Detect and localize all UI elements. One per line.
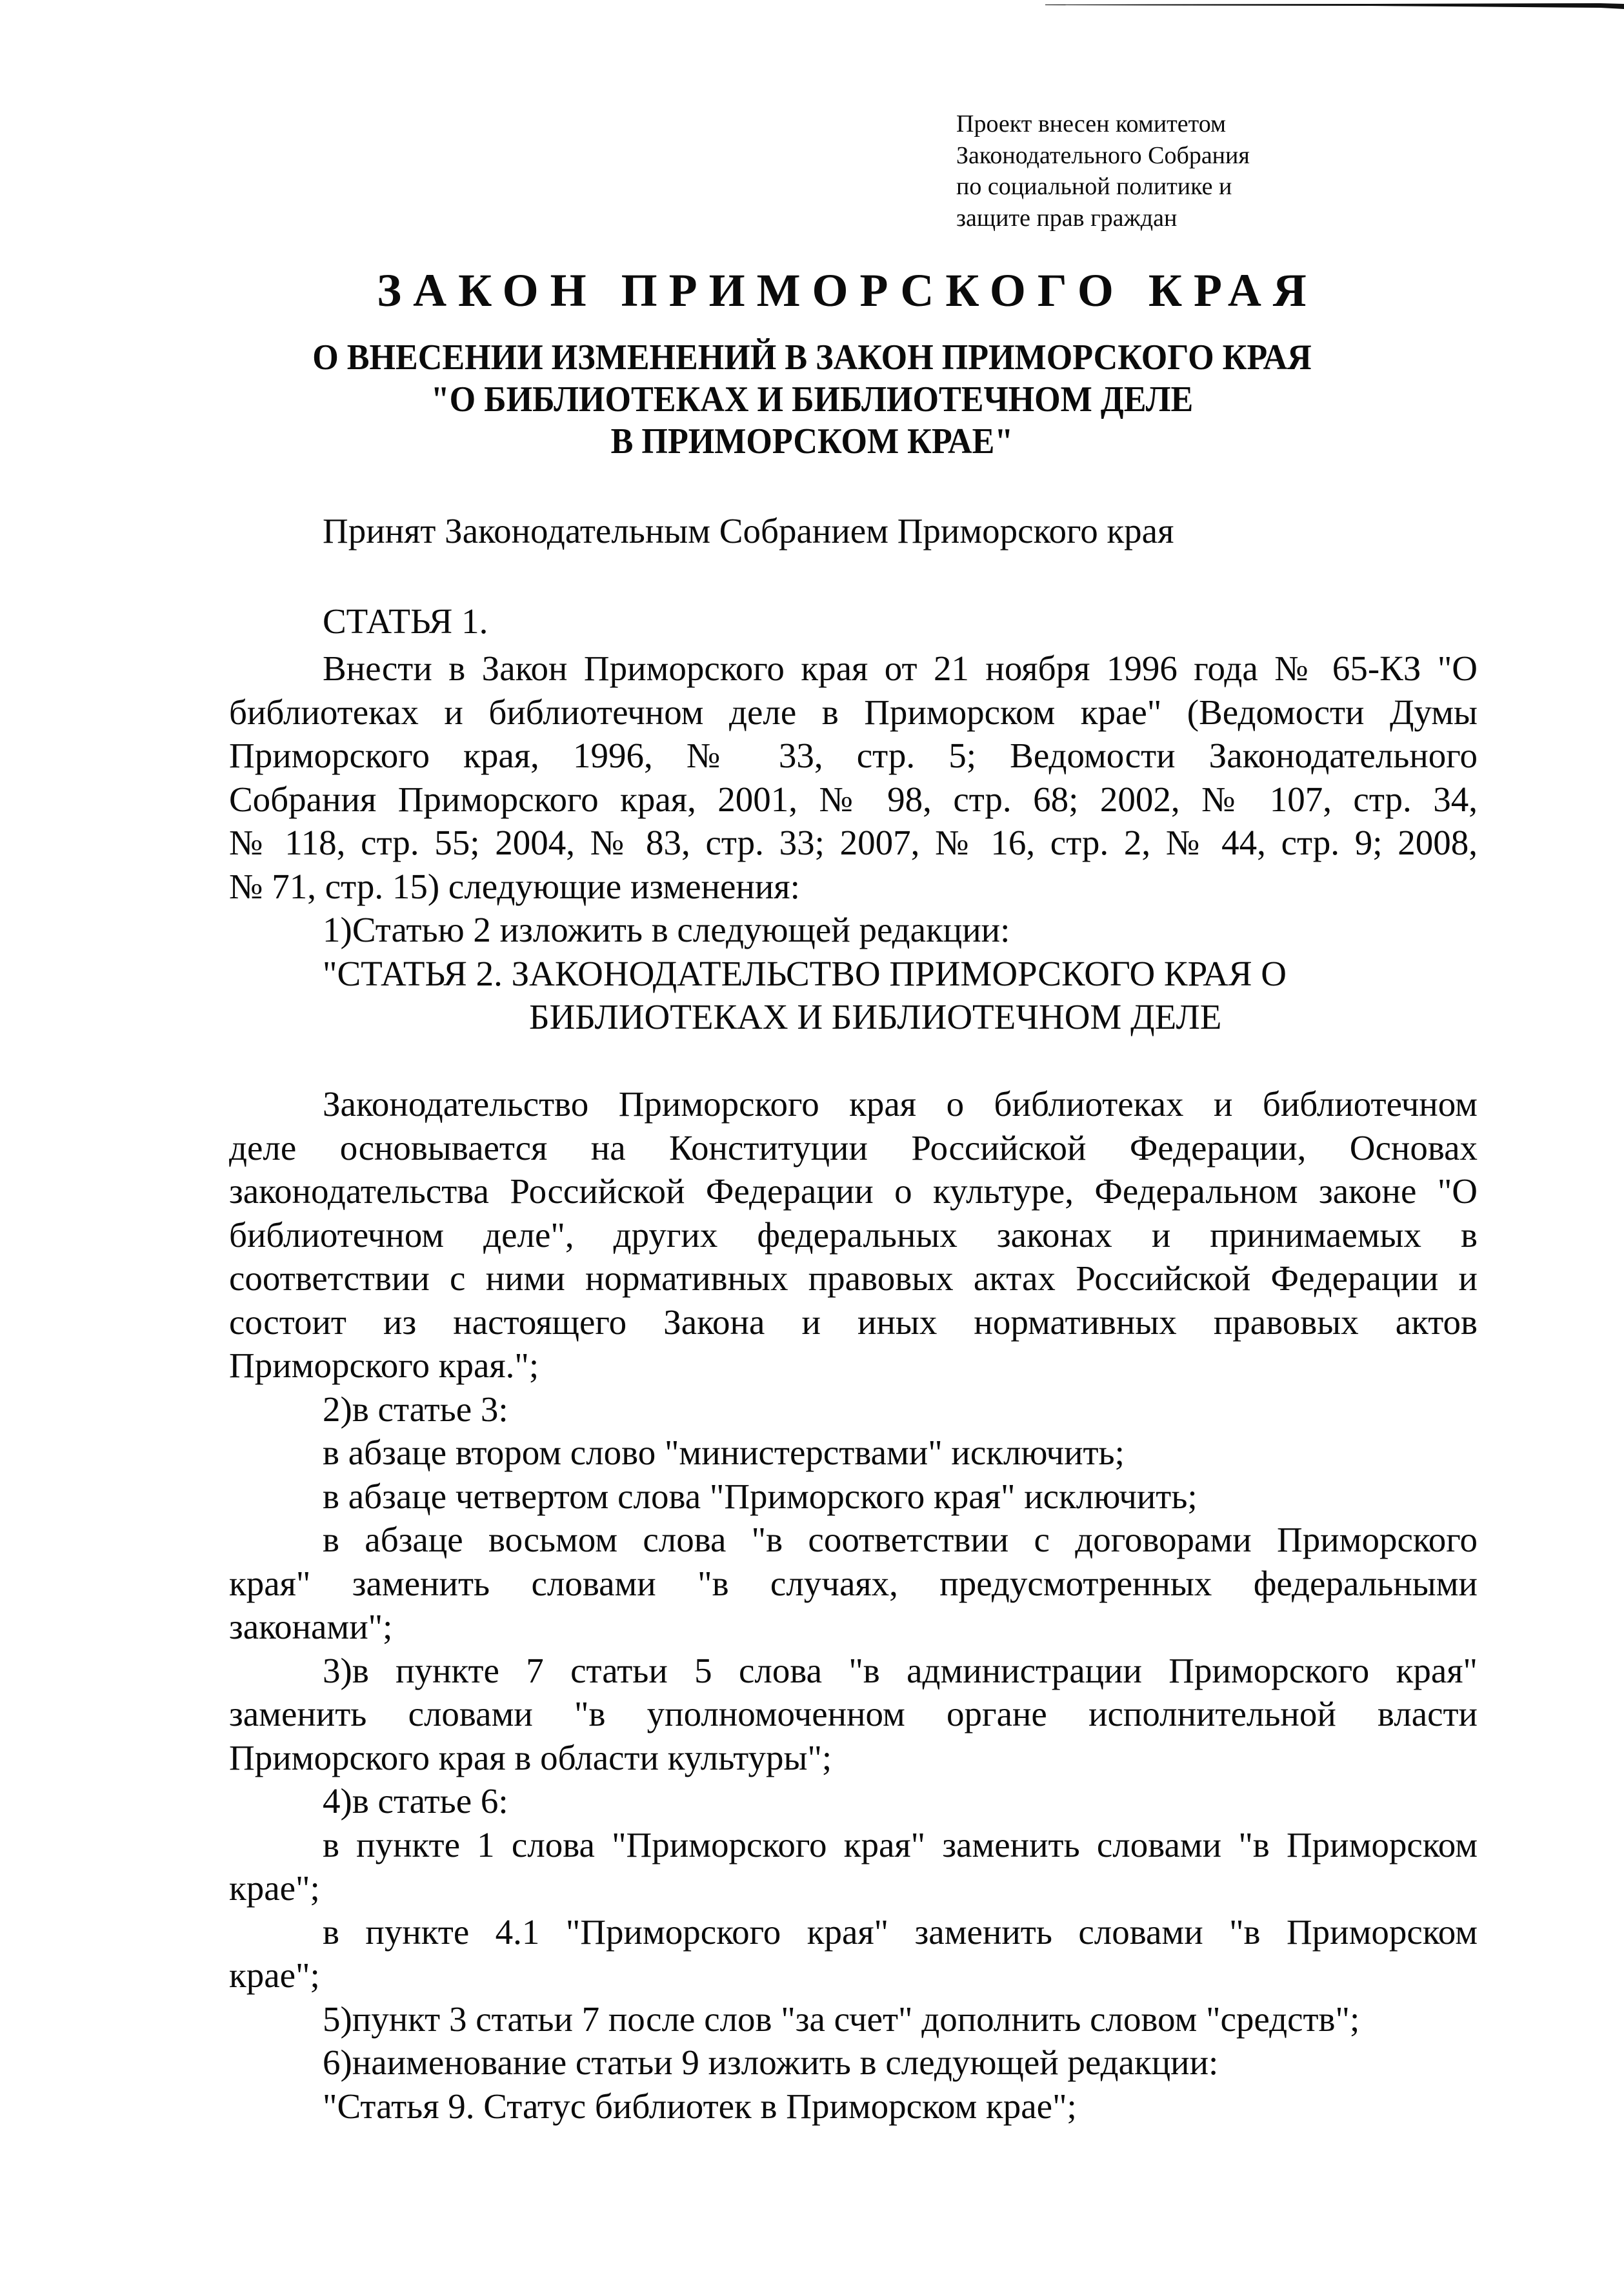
item-2-line: законами"; — [229, 1607, 393, 1646]
item-2-line: в абзаце четвертом слова "Приморского края" исключить; — [323, 1476, 1198, 1516]
item-4-head: 4)в статье 6: — [323, 1781, 508, 1821]
document-title: ЗАКОН ПРИМОРСКОГО КРАЯ — [377, 265, 1318, 316]
item-2-line: края" заменить словами "в случаях, предусмотренных федеральными — [229, 1563, 1478, 1603]
body-line: № 118, стр. 55; 2004, № 83, стр. 33; 2007, № 16, стр. 2, № 44, стр. 9; 2008, — [229, 823, 1478, 862]
item-6: 6)наименование статьи 9 изложить в следующей редакции: — [323, 2043, 1219, 2082]
item-4-line: в пункте 1 слова "Приморского края" заменить словами "в Приморском — [323, 1824, 1478, 1864]
subtitle-line: О ВНЕСЕНИИ ИЗМЕНЕНИЙ В ЗАКОН ПРИМОРСКОГО КРАЯ — [312, 338, 1312, 378]
committee-note — [956, 108, 1408, 234]
item-5: 5)пункт 3 статьи 7 после слов "за счет" дополнить словом "средств"; — [323, 1999, 1360, 2039]
document-subtitle — [0, 337, 1624, 463]
subtitle-line: В ПРИМОРСКОМ КРАЕ" — [610, 421, 1014, 461]
article-2-text-line: законодательства Российской Федерации о культуре, Федеральном законе "О — [229, 1171, 1478, 1211]
item-1: 1)Статью 2 изложить в следующей редакции: — [323, 910, 1010, 949]
body-line: Внести в Закон Приморского края от 21 ноября 1996 года № 65-КЗ "О — [323, 649, 1478, 688]
article-2-text-line: состоит из настоящего Закона и иных нормативных правовых актов — [229, 1302, 1478, 1342]
article-1-body — [229, 647, 1478, 2128]
item-3-line: Приморского края в области культуры"; — [229, 1737, 832, 1777]
body-line: Собрания Приморского края, 2001, № 98, стр. 68; 2002, № 107, стр. 34, — [229, 779, 1478, 819]
committee-note-line: по социальной политике и — [956, 173, 1232, 200]
article-1-label: СТАТЬЯ 1. — [323, 601, 488, 641]
item-4-line: крае"; — [229, 1868, 320, 1908]
body-line: библиотеках и библиотечном деле в Приморском крае" (Ведомости Думы — [229, 692, 1478, 732]
article-2-text-line: Приморского края."; — [229, 1346, 539, 1385]
item-2-line: в абзаце восьмом слова "в соответствии с договорами Приморского — [323, 1520, 1478, 1559]
item-2-head: 2)в статье 3: — [323, 1389, 508, 1429]
committee-note-line: защите прав граждан — [956, 204, 1178, 232]
adopted-by-line: Принят Законодательным Собранием Приморского края — [323, 511, 1174, 551]
item-2-line: в абзаце втором слово "министерствами" исключить; — [323, 1433, 1125, 1472]
article-2-heading-line: БИБЛИОТЕКАХ И БИБЛИОТЕЧНОМ ДЕЛЕ — [529, 997, 1222, 1036]
body-line: Приморского края, 1996, № 33, стр. 5; Ведомости Законодательного — [229, 736, 1478, 775]
article-2-text-line: соответствии с ними нормативных правовых актах Российской Федерации и — [229, 1258, 1478, 1298]
item-4-line: в пункте 4.1 "Приморского края" заменить словами "в Приморском — [323, 1912, 1478, 1952]
committee-note-line: Проект внесен комитетом — [956, 110, 1227, 137]
item-3-line: заменить словами "в уполномоченном органе исполнительной власти — [229, 1694, 1478, 1733]
body-line: № 71, стр. 15) следующие изменения: — [229, 866, 800, 906]
item-3-line: 3)в пункте 7 статьи 5 слова "в администрации Приморского края" — [323, 1650, 1478, 1690]
article-2-text-line: деле основывается на Конституции Российской Федерации, Основах — [229, 1127, 1478, 1167]
article-2-text-line: библиотечном деле", других федеральных законах и принимаемых в — [229, 1215, 1478, 1255]
article-2-text-line: Законодательство Приморского края о библиотеках и библиотечном — [323, 1084, 1478, 1124]
article-9-title: "Статья 9. Статус библиотек в Приморском крае"; — [323, 2086, 1077, 2126]
subtitle-line: "О БИБЛИОТЕКАХ И БИБЛИОТЕЧНОМ ДЕЛЕ — [430, 379, 1194, 419]
committee-note-line: Законодательного Собрания — [956, 141, 1250, 169]
scan-artifact-line — [1045, 3, 1624, 9]
article-2-heading-line: "СТАТЬЯ 2. ЗАКОНОДАТЕЛЬСТВО ПРИМОРСКОГО КРАЯ О — [323, 953, 1287, 993]
item-4-line: крае"; — [229, 1955, 320, 1995]
spacer — [229, 1039, 1478, 1083]
